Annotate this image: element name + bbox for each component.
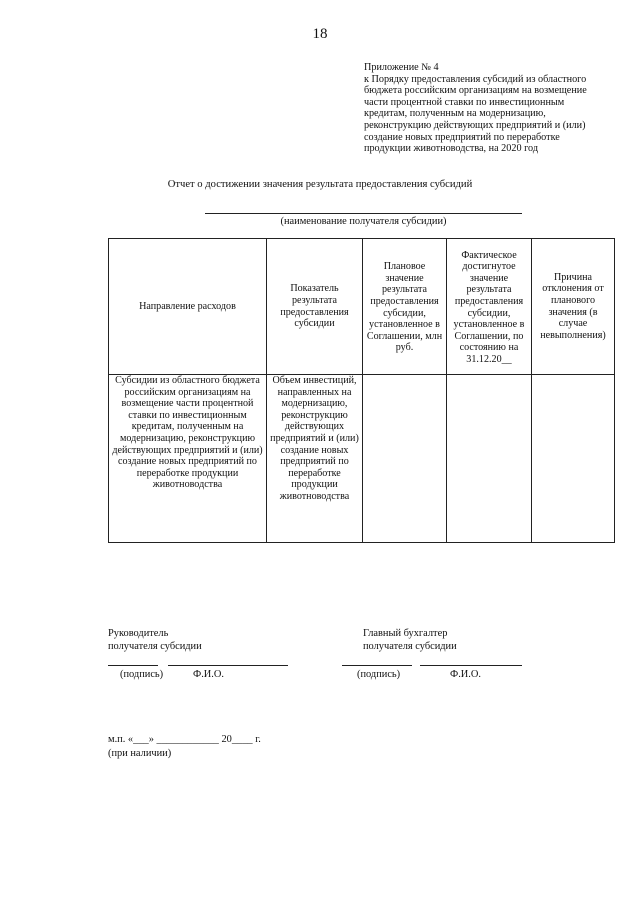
appendix-line: бюджета российским организациям на возмещение: [364, 85, 587, 97]
appendix-line: продукции животноводства, на 2020 год: [364, 143, 539, 155]
stamp-date-line: м.п. «___» ____________ 20____ г.: [108, 734, 261, 745]
accountant-name-label: Ф.И.О.: [450, 669, 482, 680]
header-actual-value: Фактическое достигнутое значение результата предоставления субсидии, установленное в Соглашении, по состоянию на 31.12.20__: [447, 239, 532, 375]
appendix-line: создание новых предприятий по переработке: [364, 131, 560, 143]
head-title-line-1: Руководитель: [108, 628, 169, 639]
cell-actual-value: [447, 375, 532, 543]
head-name-label: Ф.И.О.: [193, 669, 225, 680]
appendix-line: части процентной ставки по инвестиционным: [364, 96, 565, 108]
appendix-header: [364, 62, 614, 155]
stamp-note: (при наличии): [108, 748, 172, 759]
recipient-name-line: [205, 213, 522, 214]
header-expense-direction: Направление расходов: [109, 239, 267, 375]
appendix-line: к Порядку предоставления субсидий из областного: [364, 73, 587, 85]
header-result-indicator: Показатель результата предоставления субсидии: [267, 239, 363, 375]
accountant-signature-line: [342, 665, 412, 666]
cell-expense-direction: Субсидии из областного бюджета российским организациям на возмещение части процентной ставки по инвестиционным кредитам, полученным на модернизацию, реконструкцию действующих предприятий и (или) создание новых предприятий по переработке продукции животноводства: [109, 375, 267, 543]
accountant-title-line-1: Главный бухгалтер: [363, 628, 448, 639]
appendix-line: реконструкцию действующих предприятий и (или): [364, 119, 586, 131]
report-table: [108, 238, 615, 543]
cell-deviation-reason: [532, 375, 615, 543]
table-row: [109, 375, 615, 543]
appendix-line: кредитам, полученным на модернизацию,: [364, 108, 546, 120]
recipient-caption: (наименование получателя субсидии): [280, 216, 447, 227]
page-number: 18: [312, 26, 328, 42]
cell-planned-value: [363, 375, 447, 543]
cell-result-indicator: Объем инвестиций, направленных на модернизацию, реконструкцию действующих предприятий и (или) создание новых предприятий по переработке продукции животноводства: [267, 375, 363, 543]
header-planned-value: Плановое значение результата предоставления субсидии, установленное в Соглашении, млн руб.: [363, 239, 447, 375]
head-signature-line: [108, 665, 158, 666]
head-name-line: [168, 665, 288, 666]
head-title: [108, 627, 202, 653]
accountant-name-line: [420, 665, 522, 666]
header-deviation-reason: Причина отклонения от планового значения (в случае невыполнения): [532, 239, 615, 375]
head-signature-label: (подпись): [120, 669, 164, 680]
accountant-title: [363, 627, 457, 653]
head-title-line-2: получателя субсидии: [108, 641, 202, 652]
report-title: Отчет о достижении значения результата предоставления субсидий: [167, 179, 473, 190]
appendix-line: Приложение № 4: [364, 62, 439, 73]
table-header-row: [109, 239, 615, 375]
accountant-title-line-2: получателя субсидии: [363, 641, 457, 652]
accountant-signature-label: (подпись): [357, 669, 401, 680]
